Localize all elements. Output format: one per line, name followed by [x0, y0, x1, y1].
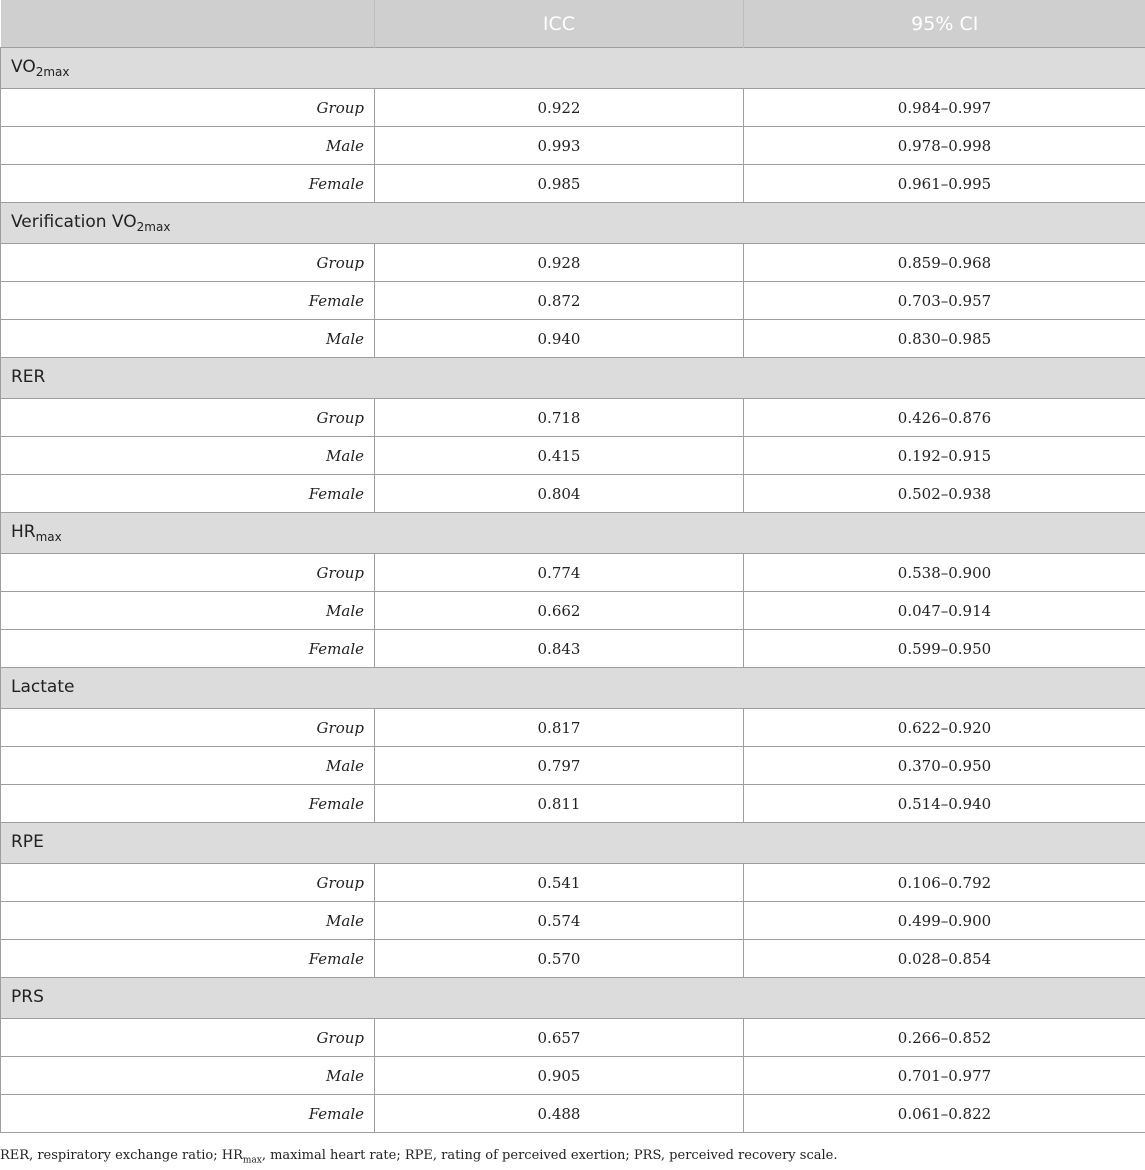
- icc-value: 0.574: [375, 902, 744, 940]
- table-row: [1, 630, 1145, 668]
- ci-value: 0.599–0.950: [744, 630, 1145, 668]
- table-row: [1, 320, 1145, 358]
- row-label: Group: [1, 399, 375, 437]
- table-header: [1, 0, 1145, 48]
- row-label: Group: [1, 709, 375, 747]
- table-row: [1, 127, 1145, 165]
- section-title-text: RPE: [11, 832, 44, 852]
- section-row: [1, 823, 1145, 864]
- row-label: Group: [1, 1019, 375, 1057]
- table-footnote: [0, 1148, 837, 1166]
- icc-value: 0.922: [375, 89, 744, 127]
- section-row: [1, 358, 1145, 399]
- row-label: Female: [1, 785, 375, 823]
- ci-value: 0.538–0.900: [744, 554, 1145, 592]
- table-row: [1, 165, 1145, 203]
- section-title-text: HR: [11, 522, 36, 542]
- section-row: [1, 978, 1145, 1019]
- section-title: [1, 823, 1145, 864]
- section-title: [1, 978, 1145, 1019]
- table-row: [1, 1057, 1145, 1095]
- section-title: [1, 48, 1145, 89]
- ci-value: 0.978–0.998: [744, 127, 1145, 165]
- row-label: Female: [1, 630, 375, 668]
- table-row: [1, 554, 1145, 592]
- row-label: Group: [1, 89, 375, 127]
- icc-value: 0.541: [375, 864, 744, 902]
- table-row: [1, 864, 1145, 902]
- ci-value: 0.984–0.997: [744, 89, 1145, 127]
- table-row: [1, 902, 1145, 940]
- row-label: Female: [1, 940, 375, 978]
- ci-value: 0.830–0.985: [744, 320, 1145, 358]
- row-label: Female: [1, 1095, 375, 1133]
- table-row: [1, 399, 1145, 437]
- icc-value: 0.843: [375, 630, 744, 668]
- icc-value: 0.905: [375, 1057, 744, 1095]
- section-title-text: RER: [11, 367, 46, 387]
- table-row: [1, 747, 1145, 785]
- ci-value: 0.028–0.854: [744, 940, 1145, 978]
- icc-value: 0.940: [375, 320, 744, 358]
- section-row: [1, 203, 1145, 244]
- table-row: [1, 282, 1145, 320]
- table-row: [1, 592, 1145, 630]
- footnote-sub: max: [242, 1155, 262, 1166]
- header-row: [1, 0, 1145, 48]
- ci-value: 0.622–0.920: [744, 709, 1145, 747]
- row-label: Male: [1, 1057, 375, 1095]
- section-title: [1, 513, 1145, 554]
- icc-value: 0.657: [375, 1019, 744, 1057]
- icc-value: 0.817: [375, 709, 744, 747]
- icc-value: 0.662: [375, 592, 744, 630]
- table-row: [1, 1095, 1145, 1133]
- ci-value: 0.106–0.792: [744, 864, 1145, 902]
- ci-value: 0.266–0.852: [744, 1019, 1145, 1057]
- ci-value: 0.370–0.950: [744, 747, 1145, 785]
- header-icc: ICC: [375, 0, 744, 48]
- row-label: Group: [1, 554, 375, 592]
- icc-value: 0.415: [375, 437, 744, 475]
- table-row: [1, 709, 1145, 747]
- icc-value: 0.797: [375, 747, 744, 785]
- section-title-text: Verification VO: [11, 212, 137, 232]
- table-body: [1, 48, 1145, 1133]
- section-title-text: VO: [11, 57, 36, 77]
- row-label: Female: [1, 282, 375, 320]
- row-label: Female: [1, 165, 375, 203]
- ci-value: 0.499–0.900: [744, 902, 1145, 940]
- ci-value: 0.703–0.957: [744, 282, 1145, 320]
- icc-value: 0.718: [375, 399, 744, 437]
- icc-value: 0.985: [375, 165, 744, 203]
- row-label: Male: [1, 747, 375, 785]
- ci-value: 0.701–0.977: [744, 1057, 1145, 1095]
- ci-value: 0.061–0.822: [744, 1095, 1145, 1133]
- row-label: Group: [1, 864, 375, 902]
- table-row: [1, 244, 1145, 282]
- row-label: Group: [1, 244, 375, 282]
- ci-value: 0.502–0.938: [744, 475, 1145, 513]
- icc-value: 0.928: [375, 244, 744, 282]
- table-row: [1, 785, 1145, 823]
- footnote-part2: , maximal heart rate; RPE, rating of perceived exertion; PRS, perceived recovery scale.: [261, 1148, 838, 1163]
- table-row: [1, 475, 1145, 513]
- table-row: [1, 89, 1145, 127]
- ci-value: 0.426–0.876: [744, 399, 1145, 437]
- footnote-part1: RER, respiratory exchange ratio; HR: [0, 1148, 243, 1163]
- row-label: Male: [1, 592, 375, 630]
- row-label: Male: [1, 902, 375, 940]
- table-row: [1, 940, 1145, 978]
- row-label: Female: [1, 475, 375, 513]
- row-label: Male: [1, 320, 375, 358]
- section-title: [1, 203, 1145, 244]
- section-title-subscript: max: [35, 530, 62, 544]
- ci-value: 0.192–0.915: [744, 437, 1145, 475]
- table-row: [1, 437, 1145, 475]
- icc-value: 0.872: [375, 282, 744, 320]
- icc-value: 0.811: [375, 785, 744, 823]
- icc-value: 0.774: [375, 554, 744, 592]
- section-title: [1, 358, 1145, 399]
- header-blank: [1, 0, 375, 48]
- icc-value: 0.570: [375, 940, 744, 978]
- row-label: Male: [1, 437, 375, 475]
- row-label: Male: [1, 127, 375, 165]
- ci-value: 0.047–0.914: [744, 592, 1145, 630]
- ci-value: 0.961–0.995: [744, 165, 1145, 203]
- section-title-text: PRS: [11, 987, 44, 1007]
- section-title-subscript: 2max: [136, 220, 171, 234]
- section-row: [1, 668, 1145, 709]
- section-title: [1, 668, 1145, 709]
- ci-value: 0.859–0.968: [744, 244, 1145, 282]
- ci-value: 0.514–0.940: [744, 785, 1145, 823]
- icc-value: 0.993: [375, 127, 744, 165]
- icc-value: 0.488: [375, 1095, 744, 1133]
- section-row: [1, 513, 1145, 554]
- icc-value: 0.804: [375, 475, 744, 513]
- section-row: [1, 48, 1145, 89]
- section-title-text: Lactate: [11, 677, 75, 697]
- header-ci: 95% CI: [744, 0, 1145, 48]
- section-title-subscript: 2max: [35, 65, 70, 79]
- table-row: [1, 1019, 1145, 1057]
